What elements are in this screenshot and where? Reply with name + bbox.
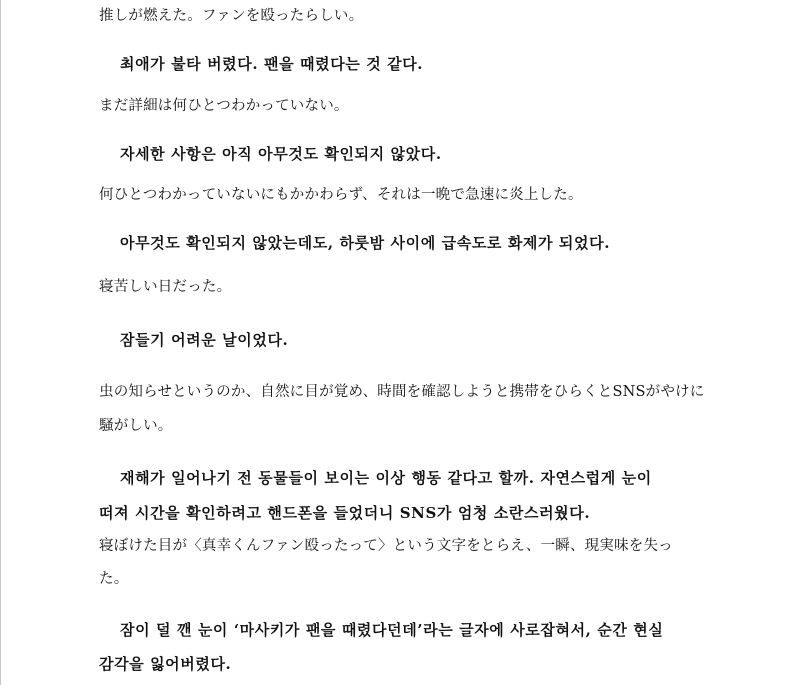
jp-line-6-cont: た。	[99, 571, 129, 587]
ko-line-5: 재해가 일어나기 전 동물들이 보이는 이상 행동 같다고 할까. 자연스럽게 눈이	[120, 469, 652, 487]
jp-line-5-cont: 騒がしい。	[99, 418, 173, 434]
ko-line-6-cont: 감각을 잃어버렸다.	[99, 655, 232, 673]
ko-line-3: 아무것도 확인되지 않았는데도, 하룻밤 사이에 급속도로 화제가 되었다.	[120, 234, 611, 252]
ko-line-2: 자세한 사항은 아직 아무것도 확인되지 않았다.	[120, 145, 442, 163]
jp-line-3: 何ひとつわかっていないにもかかわらず、それは一晩で急速に炎上した。	[99, 187, 583, 203]
ko-line-6: 잠이 덜 깬 눈이 ‘마사키가 팬을 때렸다던데’라는 글자에 사로잡혀서, 순간 현실	[120, 621, 664, 639]
jp-line-5: 虫の知らせというのか、自然に目が覚め、時間を確認しようと携帯をひらくとSNSがやけに	[99, 384, 705, 400]
jp-line-6: 寝ぼけた目が〈真幸くんファン殴ったって〉という文字をとらえ、一瞬、現実味を失っ	[99, 538, 673, 554]
ko-line-1: 최애가 불타 버렸다. 팬을 때렸다는 것 같다.	[120, 55, 424, 73]
page-left-border	[0, 0, 1, 685]
jp-line-4: 寝苦しい日だった。	[99, 279, 232, 295]
ko-line-5-cont: 떠져 시간을 확인하려고 핸드폰을 들었더니 SNS가 엄청 소란스러웠다.	[99, 504, 591, 522]
ko-line-4: 잠들기 어려운 날이었다.	[120, 331, 289, 349]
jp-line-2: まだ詳細は何ひとつわかっていない。	[99, 98, 349, 114]
jp-line-1: 推しが燃えた。ファンを殴ったらしい。	[99, 8, 364, 24]
